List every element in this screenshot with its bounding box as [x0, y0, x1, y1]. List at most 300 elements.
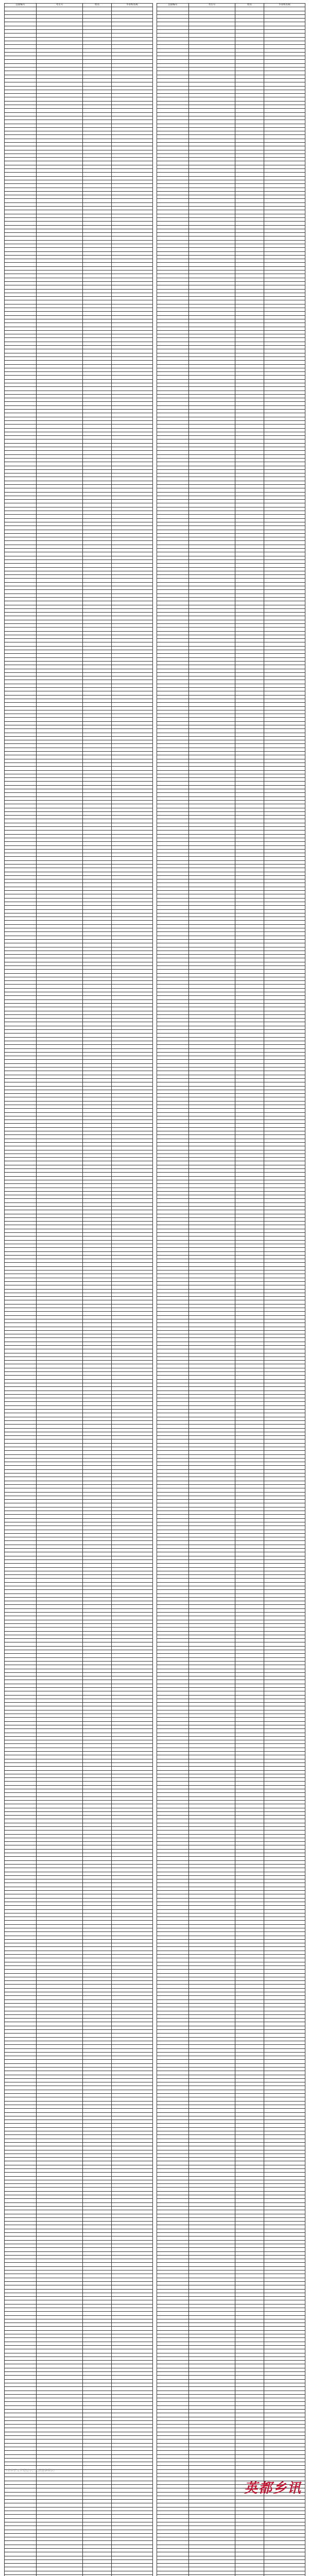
table-cell [5, 2575, 37, 2576]
table-cell [112, 1770, 153, 1774]
table-cell [112, 579, 153, 582]
table-cell [157, 270, 189, 274]
table-row [5, 2417, 153, 2420]
table-cell [37, 1939, 83, 1943]
table-row [5, 1688, 153, 1691]
table-cell [5, 1484, 37, 1488]
table-cell [5, 1244, 37, 1247]
table-cell [112, 1432, 153, 1435]
table-cell [5, 789, 37, 793]
table-row [5, 1650, 153, 1654]
table-cell [5, 2488, 37, 2492]
table-cell [264, 473, 305, 477]
table-cell [83, 477, 112, 481]
table-cell [37, 748, 83, 751]
table-cell [112, 1214, 153, 1217]
table-cell [83, 101, 112, 105]
table-row [5, 800, 153, 804]
table-cell [112, 1240, 153, 1244]
table-cell [83, 394, 112, 398]
table-row [157, 473, 305, 477]
table-cell [37, 2037, 83, 2041]
table-row [157, 146, 305, 150]
table-cell [5, 1883, 37, 1887]
table-cell [264, 425, 305, 428]
table-cell [5, 650, 37, 654]
table-cell [37, 1372, 83, 1376]
table-row [5, 834, 153, 838]
table-cell [37, 2116, 83, 2120]
table-cell [235, 770, 264, 774]
table-cell [189, 676, 235, 680]
table-cell [235, 628, 264, 631]
table-cell [83, 1691, 112, 1695]
table-cell [83, 312, 112, 315]
table-cell [37, 2199, 83, 2202]
table-cell [83, 752, 112, 755]
table-cell [37, 503, 83, 507]
table-cell [157, 804, 189, 808]
table-cell [264, 14, 305, 18]
table-cell [83, 672, 112, 676]
table-cell [83, 1631, 112, 1635]
table-cell [112, 1804, 153, 1808]
table-cell [189, 804, 235, 808]
table-cell [37, 2545, 83, 2548]
table-cell [83, 733, 112, 736]
table-cell [5, 1026, 37, 1029]
table-row [5, 244, 153, 248]
table-cell [37, 26, 83, 29]
table-cell [189, 338, 235, 342]
table-cell [83, 1605, 112, 1608]
table-cell [264, 657, 305, 661]
table-cell [112, 67, 153, 71]
table-cell [235, 511, 264, 515]
table-cell [112, 492, 153, 496]
table-cell [5, 1762, 37, 1766]
table-cell [235, 676, 264, 680]
table-cell [37, 894, 83, 898]
table-cell [112, 2176, 153, 2180]
table-cell [83, 1594, 112, 1597]
table-row [5, 1530, 153, 1533]
table-cell [83, 1932, 112, 1936]
table-cell [5, 2011, 37, 2014]
table-cell [5, 394, 37, 398]
table-row [5, 608, 153, 612]
table-cell [37, 1804, 83, 1808]
table-cell [189, 725, 235, 729]
table-cell [5, 207, 37, 210]
table-cell [37, 500, 83, 503]
table-cell [264, 86, 305, 90]
table-cell [83, 849, 112, 853]
table-cell [37, 970, 83, 973]
table-cell [37, 2270, 83, 2274]
table-cell [112, 943, 153, 947]
table-cell [83, 872, 112, 875]
table-cell [83, 1533, 112, 1537]
table-cell [37, 1413, 83, 1417]
table-cell [37, 650, 83, 654]
table-cell [5, 2533, 37, 2537]
table-cell [157, 496, 189, 499]
table-cell [112, 1188, 153, 1191]
table-cell [83, 1297, 112, 1300]
table-cell [37, 816, 83, 819]
table-cell [5, 1706, 37, 1710]
table-cell [157, 778, 189, 782]
table-row [157, 319, 305, 323]
table-cell [5, 1188, 37, 1191]
table-cell [112, 688, 153, 691]
table-cell [5, 1312, 37, 1315]
table-cell [37, 207, 83, 210]
table-row [5, 2394, 153, 2398]
table-row [157, 601, 305, 605]
table-cell [157, 725, 189, 729]
table-cell [112, 2439, 153, 2443]
table-cell [157, 387, 189, 391]
table-cell [37, 1725, 83, 1728]
table-cell [37, 1063, 83, 1067]
table-cell [112, 2180, 153, 2183]
table-cell [37, 1503, 83, 1507]
table-cell [157, 240, 189, 244]
table-cell [264, 883, 305, 887]
table-cell [264, 315, 305, 319]
table-cell [5, 1816, 37, 1819]
table-cell [5, 71, 37, 75]
table-cell [83, 1782, 112, 1785]
table-cell [112, 1755, 153, 1759]
table-cell [37, 1721, 83, 1725]
table-cell [37, 718, 83, 721]
table-cell [5, 229, 37, 232]
table-cell [37, 1853, 83, 1857]
table-cell [264, 541, 305, 545]
table-cell [83, 1552, 112, 1556]
table-cell [264, 37, 305, 41]
table-cell [112, 2150, 153, 2154]
table-cell [37, 1767, 83, 1770]
table-row [5, 402, 153, 405]
table-cell [5, 1150, 37, 1154]
table-cell [112, 19, 153, 22]
table-cell [112, 432, 153, 435]
table-cell [157, 894, 189, 898]
table-cell [37, 1590, 83, 1594]
table-cell [112, 642, 153, 646]
table-cell [112, 300, 153, 304]
table-cell [5, 560, 37, 563]
table-row [5, 281, 153, 285]
table-cell [189, 695, 235, 699]
table-row [5, 2019, 153, 2022]
table-cell [189, 14, 235, 18]
table-cell [37, 2454, 83, 2458]
table-row [5, 796, 153, 800]
table-row [5, 2548, 153, 2552]
table-cell [37, 2496, 83, 2499]
table-cell [37, 906, 83, 909]
table-cell [189, 255, 235, 259]
table-row [157, 312, 305, 315]
table-cell [157, 793, 189, 796]
table-row [5, 90, 153, 93]
table-cell [112, 1019, 153, 1022]
table-cell [5, 1003, 37, 1007]
table-cell [235, 887, 264, 890]
table-cell [157, 342, 189, 345]
table-cell [112, 1349, 153, 1353]
table-cell [157, 346, 189, 349]
table-cell [112, 1909, 153, 1913]
table-cell [189, 736, 235, 740]
table-cell [264, 628, 305, 631]
table-row [5, 1019, 153, 1022]
table-cell [157, 736, 189, 740]
table-row [5, 1556, 153, 1560]
table-cell [189, 533, 235, 537]
table-cell [112, 860, 153, 864]
table-cell [235, 661, 264, 665]
table-row [5, 1526, 153, 1530]
table-row [5, 778, 153, 782]
table-cell [37, 14, 83, 18]
table-cell [235, 646, 264, 650]
table-cell [37, 2131, 83, 2135]
table-cell [83, 1924, 112, 1928]
table-cell [112, 816, 153, 819]
table-cell [112, 2266, 153, 2270]
table-row [5, 191, 153, 195]
table-row [5, 2488, 153, 2492]
table-cell [37, 19, 83, 22]
table-cell [235, 635, 264, 638]
table-row [157, 300, 305, 304]
table-cell [37, 1665, 83, 1669]
table-cell [83, 1526, 112, 1530]
table-cell [5, 109, 37, 112]
table-cell [83, 1334, 112, 1338]
table-cell [157, 545, 189, 548]
table-cell [37, 361, 83, 364]
table-cell [235, 549, 264, 552]
table-cell [5, 2454, 37, 2458]
table-row [157, 868, 305, 872]
table-cell [112, 650, 153, 654]
table-cell [157, 330, 189, 334]
table-row [157, 748, 305, 751]
table-cell [112, 466, 153, 469]
table-cell [112, 1233, 153, 1236]
table-row [5, 436, 153, 439]
table-cell [235, 620, 264, 623]
table-cell [264, 515, 305, 518]
table-cell [37, 883, 83, 887]
table-cell [112, 800, 153, 804]
table-row [5, 1405, 153, 1409]
table-row [5, 405, 153, 409]
table-cell [83, 988, 112, 992]
table-cell [157, 319, 189, 323]
table-cell [37, 1154, 83, 1157]
table-cell [83, 549, 112, 552]
table-row [5, 458, 153, 462]
table-row [5, 1097, 153, 1101]
table-cell [112, 1826, 153, 1830]
table-cell [37, 1710, 83, 1714]
table-cell [83, 1142, 112, 1146]
table-cell [157, 469, 189, 473]
table-cell [37, 891, 83, 894]
table-cell [112, 199, 153, 202]
table-cell [112, 759, 153, 762]
table-cell [112, 2473, 153, 2477]
table-row [5, 1082, 153, 1086]
table-row [5, 2244, 153, 2247]
table-cell [5, 2082, 37, 2086]
table-cell [235, 184, 264, 188]
table-cell [37, 560, 83, 563]
table-cell [157, 394, 189, 398]
table-cell [112, 1466, 153, 1469]
table-cell [5, 2394, 37, 2398]
table-cell [112, 1097, 153, 1101]
table-row [5, 928, 153, 932]
table-cell [112, 789, 153, 793]
table-cell [235, 420, 264, 424]
table-cell [5, 2443, 37, 2447]
table-cell [83, 2376, 112, 2379]
table-row [5, 1142, 153, 1146]
table-cell [112, 1496, 153, 1499]
table-cell [112, 2413, 153, 2417]
table-cell [112, 586, 153, 590]
table-row [5, 1278, 153, 1281]
table-cell [37, 2045, 83, 2048]
table-cell [235, 308, 264, 312]
table-cell [189, 860, 235, 864]
table-row [5, 2090, 153, 2093]
table-cell [235, 233, 264, 236]
table-cell [112, 1586, 153, 1589]
table-cell [5, 988, 37, 992]
table-cell [112, 2154, 153, 2157]
table-cell [189, 391, 235, 394]
table-cell [112, 1229, 153, 1232]
table-cell [189, 278, 235, 281]
table-cell [37, 1048, 83, 1052]
table-cell [37, 1417, 83, 1420]
table-cell [157, 425, 189, 428]
table-cell [5, 425, 37, 428]
table-cell [83, 2552, 112, 2556]
table-cell [83, 1996, 112, 1999]
table-cell [112, 676, 153, 680]
table-row [5, 1391, 153, 1394]
table-cell [37, 827, 83, 831]
table-cell [235, 173, 264, 176]
table-cell [83, 1748, 112, 1751]
table-row [5, 2560, 153, 2563]
table-cell [5, 2120, 37, 2124]
table-cell [37, 729, 83, 733]
table-cell [157, 229, 189, 232]
table-cell [5, 2413, 37, 2417]
table-cell [83, 1436, 112, 1439]
table-cell [5, 1515, 37, 1518]
table-cell [37, 1402, 83, 1405]
table-cell [112, 1530, 153, 1533]
table-cell [5, 1526, 37, 1530]
table-row [5, 684, 153, 687]
table-cell [112, 2353, 153, 2357]
table-cell [264, 41, 305, 44]
table-cell [264, 571, 305, 574]
table-cell [189, 639, 235, 642]
table-cell [37, 2330, 83, 2334]
table-cell [5, 1063, 37, 1067]
table-cell [112, 1003, 153, 1007]
table-cell [264, 391, 305, 394]
table-row [5, 921, 153, 924]
table-row [5, 1710, 153, 1714]
table-cell [112, 1184, 153, 1188]
table-row [5, 793, 153, 796]
table-row [5, 2376, 153, 2379]
table-cell [157, 733, 189, 736]
table-cell [189, 496, 235, 499]
table-cell [112, 898, 153, 902]
table-cell [112, 82, 153, 86]
table-cell [37, 1199, 83, 1202]
table-cell [157, 161, 189, 165]
table-cell [112, 1955, 153, 1958]
table-row [5, 1706, 153, 1710]
table-cell [157, 526, 189, 530]
table-cell [83, 970, 112, 973]
table-cell [37, 2217, 83, 2221]
table-cell [83, 48, 112, 52]
table-row [5, 1402, 153, 1405]
table-cell [112, 1545, 153, 1548]
table-cell [83, 992, 112, 996]
table-cell [264, 575, 305, 579]
table-row [157, 819, 305, 823]
table-row [157, 217, 305, 221]
table-cell [37, 1530, 83, 1533]
table-cell [112, 236, 153, 240]
table-row [5, 511, 153, 515]
table-cell [157, 695, 189, 699]
table-cell [37, 977, 83, 980]
table-row [5, 1330, 153, 1334]
table-cell [37, 1511, 83, 1515]
table-cell [157, 887, 189, 890]
table-cell [83, 63, 112, 67]
table-cell [83, 1921, 112, 1924]
table-cell [112, 1387, 153, 1391]
table-cell [189, 752, 235, 755]
table-cell [189, 263, 235, 266]
table-cell [37, 1608, 83, 1612]
table-cell [5, 1225, 37, 1229]
table-row [157, 872, 305, 875]
table-cell [83, 1274, 112, 1278]
